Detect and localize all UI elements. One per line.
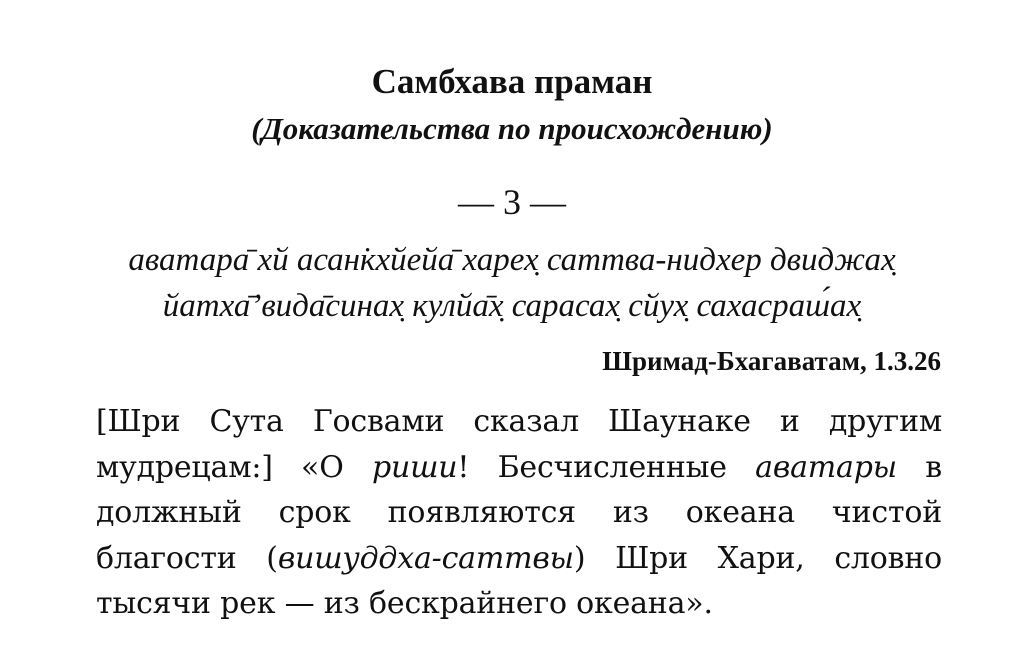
page-subtitle: (Доказательства по происхождению)	[251, 111, 773, 146]
translation-text-3: в должный срок появляются из океана чистой благости (	[96, 449, 942, 576]
translation-text-1: [Шри Сута Госвами сказал Шаунаке и другим мудрецам:] «О	[96, 404, 942, 485]
translation-term-vishuddha: вишуддха-саттвы	[277, 540, 574, 576]
page-title: Самбхава праман	[371, 62, 653, 101]
translation-text-2: ! Бесчисленные	[457, 449, 756, 485]
translation-text-4: ) Шри Хари, словно тысячи рек — из бескрайнего океана».	[96, 540, 943, 621]
verse-line-2: йатха̄’вида̄синах̣ кулйа̄х̣ сарасах̣ сйух̣ сахасраш́ах̣	[162, 288, 862, 324]
verse-source: Шримад-Бхагаватам, 1.3.26	[602, 346, 941, 376]
verse-line-1: аватара̄ хй асан̇кхйейа̄ харех̣ саттва-нидхер двиджах̣	[128, 242, 896, 278]
translation-term-rishi: риши	[371, 449, 458, 485]
translation-paragraph	[96, 399, 942, 627]
translation-term-avatary: аватары	[755, 449, 897, 485]
section-number: — 3 —	[458, 182, 566, 222]
